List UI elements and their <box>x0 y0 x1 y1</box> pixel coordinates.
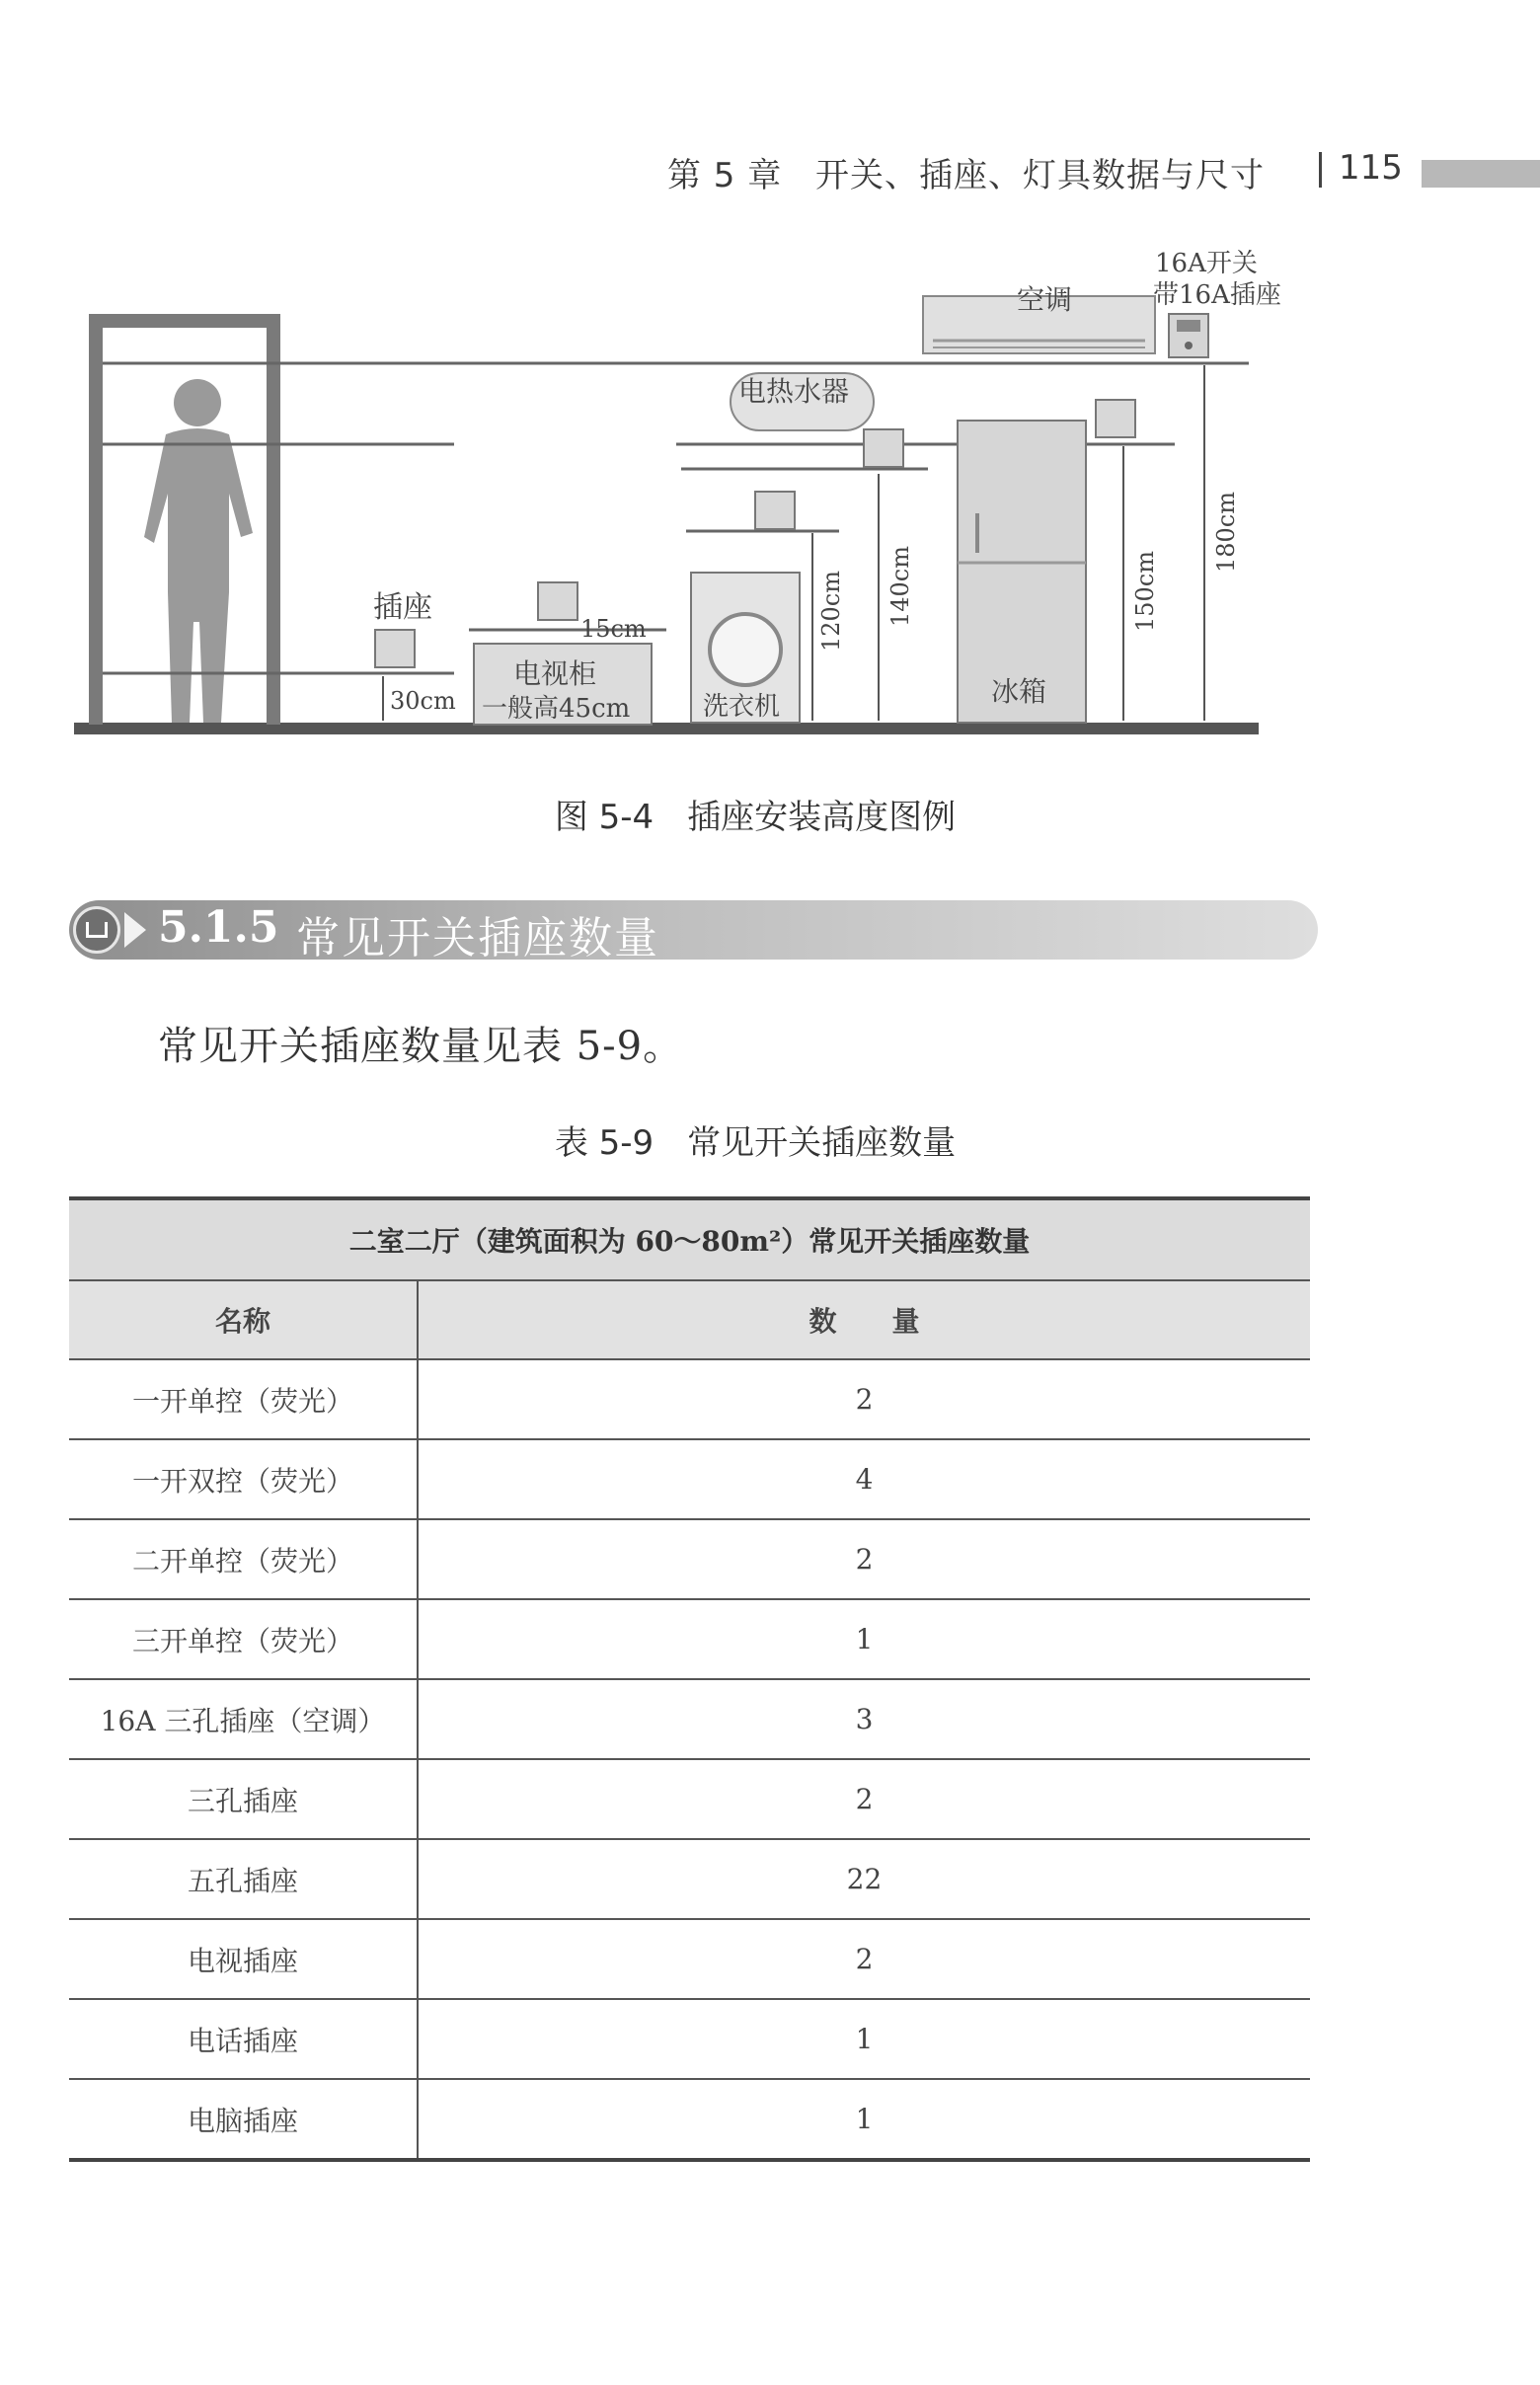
cell-name: 16A 三孔插座（空调） <box>69 1680 419 1758</box>
section-title: 常见开关插座数量 <box>296 913 659 963</box>
table-row <box>69 1760 1310 1840</box>
section-number: 5.1.5 <box>158 902 279 953</box>
cell-name: 五孔插座 <box>69 1840 419 1918</box>
label-h120: 120cm <box>817 570 845 652</box>
header-bar <box>1422 160 1540 188</box>
cell-name: 一开双控（荧光） <box>69 1440 419 1518</box>
header-separator <box>1319 152 1322 188</box>
cell-name: 电脑插座 <box>69 2080 419 2158</box>
table-row <box>69 2000 1310 2080</box>
cell-name: 一开单控（荧光） <box>69 1360 419 1438</box>
cell-name: 二开单控（荧光） <box>69 1520 419 1598</box>
cell-qty: 2 <box>855 1943 874 1975</box>
label-water-heater: 电热水器 <box>738 375 850 408</box>
chapter-label: 第 5 章 <box>667 156 783 195</box>
label-h15: 15cm <box>580 615 647 643</box>
label-washer: 洗衣机 <box>703 692 781 722</box>
body-paragraph: 常见开关插座数量见表 5-9。 <box>158 1024 684 1069</box>
label-socket: 插座 <box>373 590 432 625</box>
label-switch-line2: 带16A插座 <box>1153 280 1281 310</box>
header-name: 名称 <box>69 1281 419 1358</box>
header-qty: 数 量 <box>808 1305 920 1338</box>
cell-qty: 3 <box>855 1703 874 1735</box>
cell-qty: 22 <box>846 1863 883 1895</box>
socket-height-figure <box>59 237 1343 760</box>
table-title: 二室二厅（建筑面积为 60～80m²）常见开关插座数量 <box>69 1200 1310 1281</box>
label-tv-cabinet-1: 电视柜 <box>513 657 597 690</box>
cell-name: 三孔插座 <box>69 1760 419 1838</box>
label-h150: 150cm <box>1131 550 1159 632</box>
figure-caption: 图 5-4 插座安装高度图例 <box>554 798 957 837</box>
label-tv-cabinet-2: 一般高45cm <box>482 694 631 724</box>
cell-qty: 1 <box>855 1623 874 1655</box>
page-header <box>0 148 1540 207</box>
cell-qty: 2 <box>855 1543 874 1576</box>
cell-qty: 1 <box>855 2103 874 2135</box>
cell-qty: 4 <box>855 1463 874 1496</box>
table-row <box>69 1920 1310 2000</box>
table-row <box>69 1440 1310 1520</box>
table-caption: 表 5-9 常见开关插座数量 <box>554 1123 957 1163</box>
table-row <box>69 1840 1310 1920</box>
label-ac: 空调 <box>1017 283 1073 316</box>
cell-name: 电视插座 <box>69 1920 419 1998</box>
cell-qty: 1 <box>855 2023 874 2055</box>
label-h140: 140cm <box>886 545 914 627</box>
cell-name: 三开单控（荧光） <box>69 1600 419 1678</box>
floor-line <box>74 723 1259 734</box>
switch-16a-icon <box>1169 314 1208 357</box>
table-row <box>69 1360 1310 1440</box>
table-row <box>69 1600 1310 1680</box>
table-body <box>69 1360 1310 2158</box>
table-header-row <box>69 1281 1310 1360</box>
table-row <box>69 2080 1310 2158</box>
cell-name: 电话插座 <box>69 2000 419 2078</box>
person-icon <box>144 379 253 723</box>
label-switch-line1: 16A开关 <box>1155 249 1258 278</box>
section-badge-icon <box>73 906 120 954</box>
switch-socket-table <box>69 1196 1310 2162</box>
section-arrow-icon <box>124 912 146 948</box>
label-h30: 30cm <box>390 687 456 715</box>
chapter-title: 开关、插座、灯具数据与尺寸 <box>815 156 1265 195</box>
cell-qty: 2 <box>855 1783 874 1815</box>
cell-qty: 2 <box>855 1383 874 1416</box>
page-number: 115 <box>1339 148 1403 188</box>
label-fridge: 冰箱 <box>991 675 1047 708</box>
label-h180: 180cm <box>1212 491 1240 573</box>
table-row <box>69 1520 1310 1600</box>
table-row <box>69 1680 1310 1760</box>
